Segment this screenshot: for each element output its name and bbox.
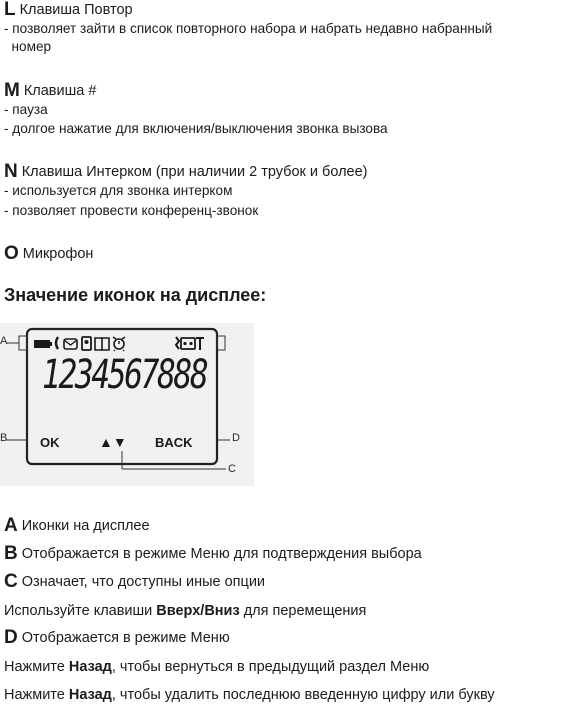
answering-machine-icon bbox=[181, 338, 195, 349]
lcd-up-down-arrows-icon: ▲▼ bbox=[99, 434, 127, 450]
section-letter: M bbox=[4, 80, 20, 101]
phonebook-icon bbox=[82, 337, 91, 350]
callout-c-label: C bbox=[228, 463, 236, 475]
book-icon bbox=[95, 338, 109, 350]
instruction-key: Вверх/Вниз bbox=[156, 603, 240, 619]
legend-text: Отображается в режиме Меню для подтверждения выбора bbox=[21, 546, 422, 562]
legend-c bbox=[4, 573, 265, 591]
lcd-ok-softkey: OK bbox=[40, 435, 60, 450]
lcd-figure bbox=[0, 323, 254, 486]
section-title: Клавиша # bbox=[23, 83, 97, 99]
section-letter: L bbox=[4, 0, 16, 20]
section-n-line-2: - позволяет провести конференц-звонок bbox=[4, 203, 259, 218]
section-l-heading bbox=[4, 1, 133, 19]
section-m-line-1: - пауза bbox=[4, 102, 48, 117]
instruction-text: Нажмите bbox=[4, 659, 69, 675]
section-o-heading bbox=[4, 245, 93, 263]
section-title: Клавиша Интерком (при наличии 2 трубок и более) bbox=[21, 164, 368, 180]
alarm-icon bbox=[113, 337, 125, 351]
legend-text: Означает, что доступны иные опции bbox=[21, 574, 266, 590]
lcd-back-softkey: BACK bbox=[155, 435, 193, 450]
instruction-key: Назад bbox=[68, 687, 112, 703]
callout-b-label: B bbox=[0, 432, 8, 444]
section-l-line-2: номер bbox=[4, 39, 52, 54]
section-letter: N bbox=[4, 161, 18, 182]
instruction-text: , чтобы вернуться в предыдущий раздел Меню bbox=[111, 659, 430, 675]
legend-letter: C bbox=[4, 571, 18, 592]
legend-a bbox=[4, 517, 150, 535]
section-m-heading bbox=[4, 82, 96, 100]
section-n-heading bbox=[4, 163, 368, 181]
lcd-number-readout: 1234567888 bbox=[42, 352, 207, 398]
callout-d-label: D bbox=[232, 432, 240, 444]
legend-b bbox=[4, 545, 422, 563]
display-icons-subtitle: Значение иконок на дисплее: bbox=[4, 285, 267, 305]
instruction-text: для перемещения bbox=[239, 603, 367, 619]
legend-text: Иконки на дисплее bbox=[21, 518, 150, 534]
call-icon bbox=[56, 337, 58, 349]
signal-icon bbox=[196, 338, 204, 350]
callout-a-label: A bbox=[0, 335, 8, 347]
battery-icon bbox=[34, 340, 52, 348]
ringer-off-icon bbox=[176, 337, 179, 349]
section-letter: O bbox=[4, 243, 19, 264]
section-title: Клавиша Повтор bbox=[19, 2, 133, 18]
section-m-line-2: - долгое нажатие для включения/выключения звонка вызова bbox=[4, 121, 388, 136]
legend-d bbox=[4, 629, 230, 647]
section-n-line-1: - используется для звонка интерком bbox=[4, 183, 233, 198]
envelope-icon bbox=[64, 339, 77, 349]
section-title: Микрофон bbox=[22, 246, 94, 262]
instruction-back-menu bbox=[4, 658, 429, 676]
instruction-text: , чтобы удалить последнюю введенную цифру или букву bbox=[111, 687, 495, 703]
instruction-text: Используйте клавиши bbox=[4, 603, 157, 619]
legend-letter: A bbox=[4, 515, 18, 536]
instruction-key: Назад bbox=[68, 659, 112, 675]
legend-letter: D bbox=[4, 627, 18, 648]
instruction-back-delete bbox=[4, 686, 495, 704]
lcd-diagram bbox=[0, 323, 254, 486]
section-l-line-1: - позволяет зайти в список повторного набора и набрать недавно набранный bbox=[4, 21, 493, 36]
instruction-up-down bbox=[4, 602, 366, 620]
instruction-text: Нажмите bbox=[4, 687, 69, 703]
legend-text: Отображается в режиме Меню bbox=[21, 630, 230, 646]
legend-letter: B bbox=[4, 543, 18, 564]
